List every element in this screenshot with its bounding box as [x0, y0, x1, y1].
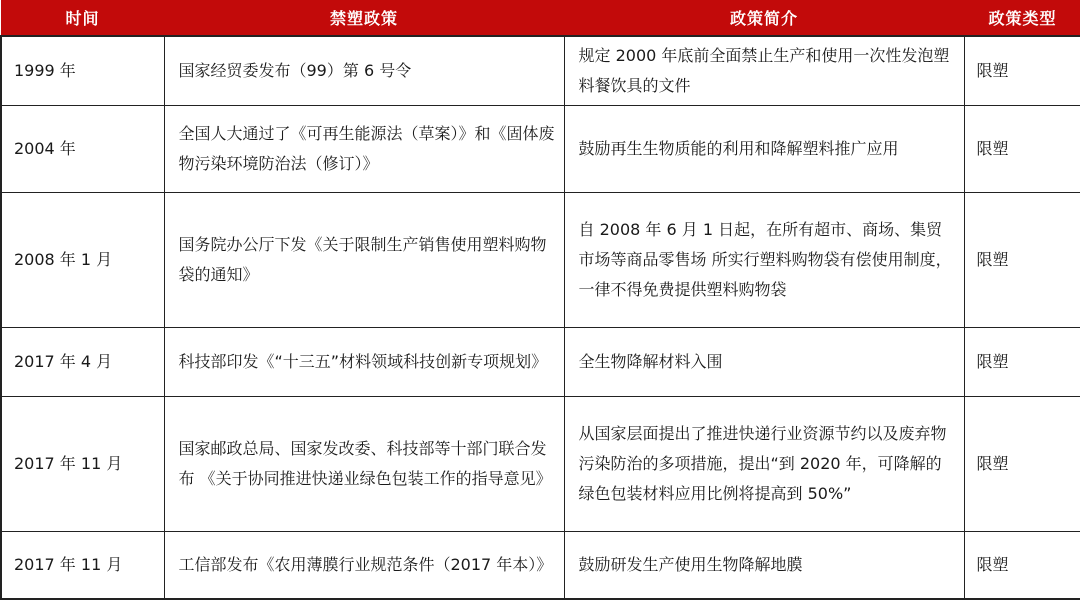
cell-type: 限塑: [964, 105, 1080, 192]
cell-policy: 国务院办公厅下发《关于限制生产销售使用塑料购物袋的通知》: [164, 192, 564, 327]
cell-policy: 科技部印发《“十三五”材料领域科技创新专项规划》: [164, 327, 564, 396]
cell-intro: 鼓励再生生物质能的利用和降解塑料推广应用: [564, 105, 964, 192]
cell-type: 限塑: [964, 327, 1080, 396]
table-row: [1, 36, 1080, 105]
cell-policy: 国家邮政总局、国家发改委、科技部等十部门联合发布 《关于协同推进快递业绿色包装工作的指导意见》: [164, 396, 564, 531]
table-body: [1, 36, 1080, 599]
cell-time: 2017 年 11 月: [1, 531, 164, 599]
cell-policy: 工信部发布《农用薄膜行业规范条件（2017 年本）》: [164, 531, 564, 599]
table-row: [1, 396, 1080, 531]
table-header: [1, 0, 1080, 36]
cell-time: 2017 年 11 月: [1, 396, 164, 531]
table-row: [1, 531, 1080, 599]
cell-policy: 国家经贸委发布（99）第 6 号令: [164, 36, 564, 105]
header-intro: 政策简介: [564, 0, 964, 36]
cell-intro: 全生物降解材料入围: [564, 327, 964, 396]
cell-time: 2017 年 4 月: [1, 327, 164, 396]
header-time: 时间: [1, 0, 164, 36]
table-row: [1, 327, 1080, 396]
header-row: [1, 0, 1080, 36]
cell-type: 限塑: [964, 531, 1080, 599]
cell-type: 限塑: [964, 192, 1080, 327]
table-row: [1, 105, 1080, 192]
cell-type: 限塑: [964, 396, 1080, 531]
cell-time: 2004 年: [1, 105, 164, 192]
cell-time: 1999 年: [1, 36, 164, 105]
cell-intro: 从国家层面提出了推进快递行业资源节约以及废弃物污染防治的多项措施，提出“到 2020 年，可降解的绿色包装材料应用比例将提高到 50%”: [564, 396, 964, 531]
table-row: [1, 192, 1080, 327]
cell-type: 限塑: [964, 36, 1080, 105]
header-policy: 禁塑政策: [164, 0, 564, 36]
cell-intro: 自 2008 年 6 月 1 日起，在所有超市、商场、集贸市场等商品零售场 所实行塑料购物袋有偿使用制度，一律不得免费提供塑料购物袋: [564, 192, 964, 327]
cell-intro: 规定 2000 年底前全面禁止生产和使用一次性发泡塑料餐饮具的文件: [564, 36, 964, 105]
cell-policy: 全国人大通过了《可再生能源法（草案）》和《固体废物污染环境防治法（修订）》: [164, 105, 564, 192]
cell-time: 2008 年 1 月: [1, 192, 164, 327]
cell-intro: 鼓励研发生产使用生物降解地膜: [564, 531, 964, 599]
header-type: 政策类型: [964, 0, 1080, 36]
